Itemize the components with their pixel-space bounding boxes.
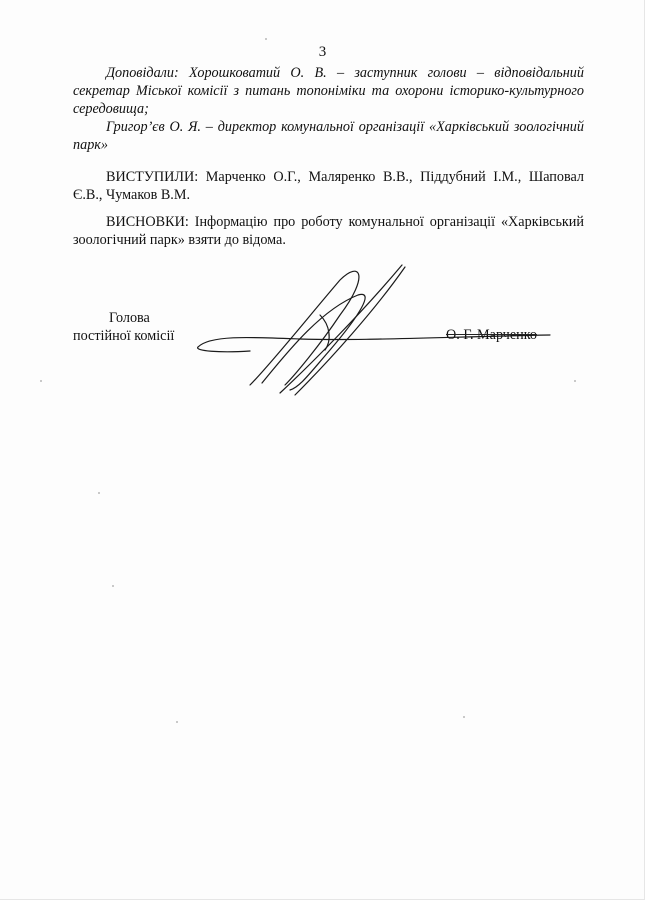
signatory-name: О. Г. Марченко [446, 327, 537, 343]
scan-speck [574, 380, 576, 382]
scan-speck [176, 721, 178, 723]
signatory-title [73, 309, 174, 345]
scan-speck [40, 380, 42, 382]
scan-speck [112, 585, 114, 587]
speakers-paragraph: ВИСТУПИЛИ: Марченко О.Г., Маляренко В.В., Піддубний І.М., Шаповал Є.В., Чумаков В.М. [73, 169, 584, 203]
reports-second-speaker: Григор’єв О. Я. – директор комунальної організації «Харківський зоологічний парк» [73, 119, 584, 153]
scan-speck [265, 38, 267, 40]
signatory-title-line2: постійної комісії [73, 328, 175, 344]
scan-speck [98, 492, 100, 494]
page-number: 3 [318, 44, 327, 60]
reports-section [73, 64, 584, 154]
reports-main-speaker: Доповідали: Хорошковатий О. В. – заступник голови – відповідальний секретар Міської комісії з питань топоніміки та охорони історико-культурного середовища; [73, 65, 584, 117]
scan-speck [463, 716, 465, 718]
signatory-title-line1: Голова [109, 310, 150, 326]
conclusions-paragraph: ВИСНОВКИ: Інформацію про роботу комунальної організації «Харківський зоологічний парк» взяти до відома. [73, 214, 584, 248]
